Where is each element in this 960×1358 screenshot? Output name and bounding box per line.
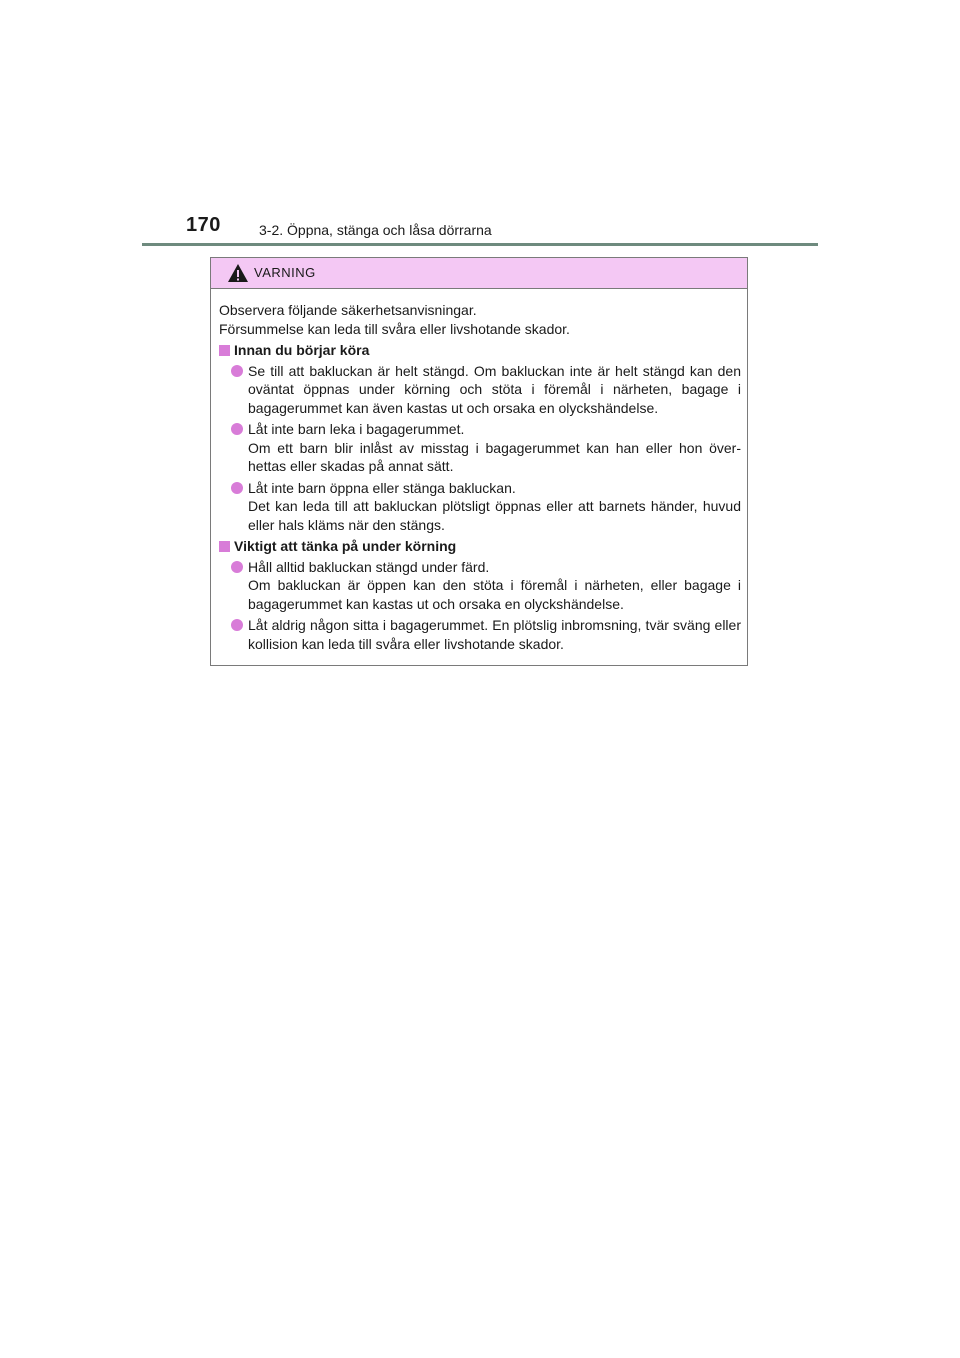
square-bullet-icon — [219, 541, 230, 552]
item-line: Låt inte barn öppna eller stänga bakluckan. — [248, 479, 516, 496]
item-line: Låt inte barn leka i bagagerummet. — [248, 421, 465, 437]
item-text — [248, 479, 741, 535]
item-text — [248, 558, 741, 614]
section-heading — [219, 537, 741, 556]
square-bullet-icon — [219, 345, 230, 356]
intro-line: Försummelse kan leda till svåra eller livshotande skador. — [219, 320, 570, 337]
intro-line: Observera följande säkerhetsanvisningar. — [219, 302, 477, 318]
list-item — [231, 616, 741, 653]
dot-bullet-icon — [231, 423, 243, 435]
warning-title: VARNING — [254, 265, 316, 280]
list-item — [231, 558, 741, 614]
dot-bullet-icon — [231, 365, 243, 377]
dot-bullet-icon — [231, 561, 243, 573]
section-title: 3-2. Öppna, stänga och låsa dörrarna — [259, 222, 492, 238]
list-item — [231, 479, 741, 535]
dot-bullet-icon — [231, 619, 243, 631]
item-line: Om ett barn blir inlåst av misstag i bagagerummet kan han eller hon över-hettas eller skadas på annat sätt. — [248, 439, 741, 474]
section-heading-text: Innan du börjar köra — [234, 342, 370, 358]
section-while-driving — [219, 537, 741, 653]
section-heading-text: Viktigt att tänka på under körning — [234, 538, 457, 554]
list-item — [231, 362, 741, 418]
page-number: 170 — [186, 214, 221, 236]
warning-box — [210, 257, 748, 666]
section-heading — [219, 341, 741, 360]
item-text — [248, 362, 741, 418]
warning-triangle-icon — [227, 263, 249, 283]
item-line: Det kan leda till att bakluckan plötsligt öppnas eller att barnets händer, huvud eller hals kläms när den stängs. — [248, 498, 741, 533]
warning-header — [211, 258, 747, 289]
header-rule — [142, 243, 818, 246]
dot-bullet-icon — [231, 482, 243, 494]
list-item — [231, 420, 741, 476]
item-line: Om bakluckan är öppen kan den stöta i föremål i närheten, eller bagage i bagagerummet kan kastas ut och orsaka en olyckshändelse. — [248, 577, 741, 612]
item-text — [248, 616, 741, 653]
warning-body — [211, 289, 747, 653]
item-line: Låt aldrig någon sitta i bagagerummet. En plötslig inbromsning, tvär sväng eller kollision kan leda till svåra eller livshotande skador. — [248, 617, 741, 652]
section-before-driving — [219, 341, 741, 534]
item-text — [248, 420, 741, 476]
page-header — [0, 0, 960, 248]
item-line: Se till att bakluckan är helt stängd. Om bakluckan inte är helt stängd kan den oväntat öppnas under körning och stöta i föremål i närheten, bagage i bagagerummet kan även kastas ut och orsaka en olyckshändelse. — [248, 362, 741, 416]
warning-intro — [219, 301, 741, 338]
item-line: Håll alltid bakluckan stängd under färd. — [248, 558, 490, 575]
